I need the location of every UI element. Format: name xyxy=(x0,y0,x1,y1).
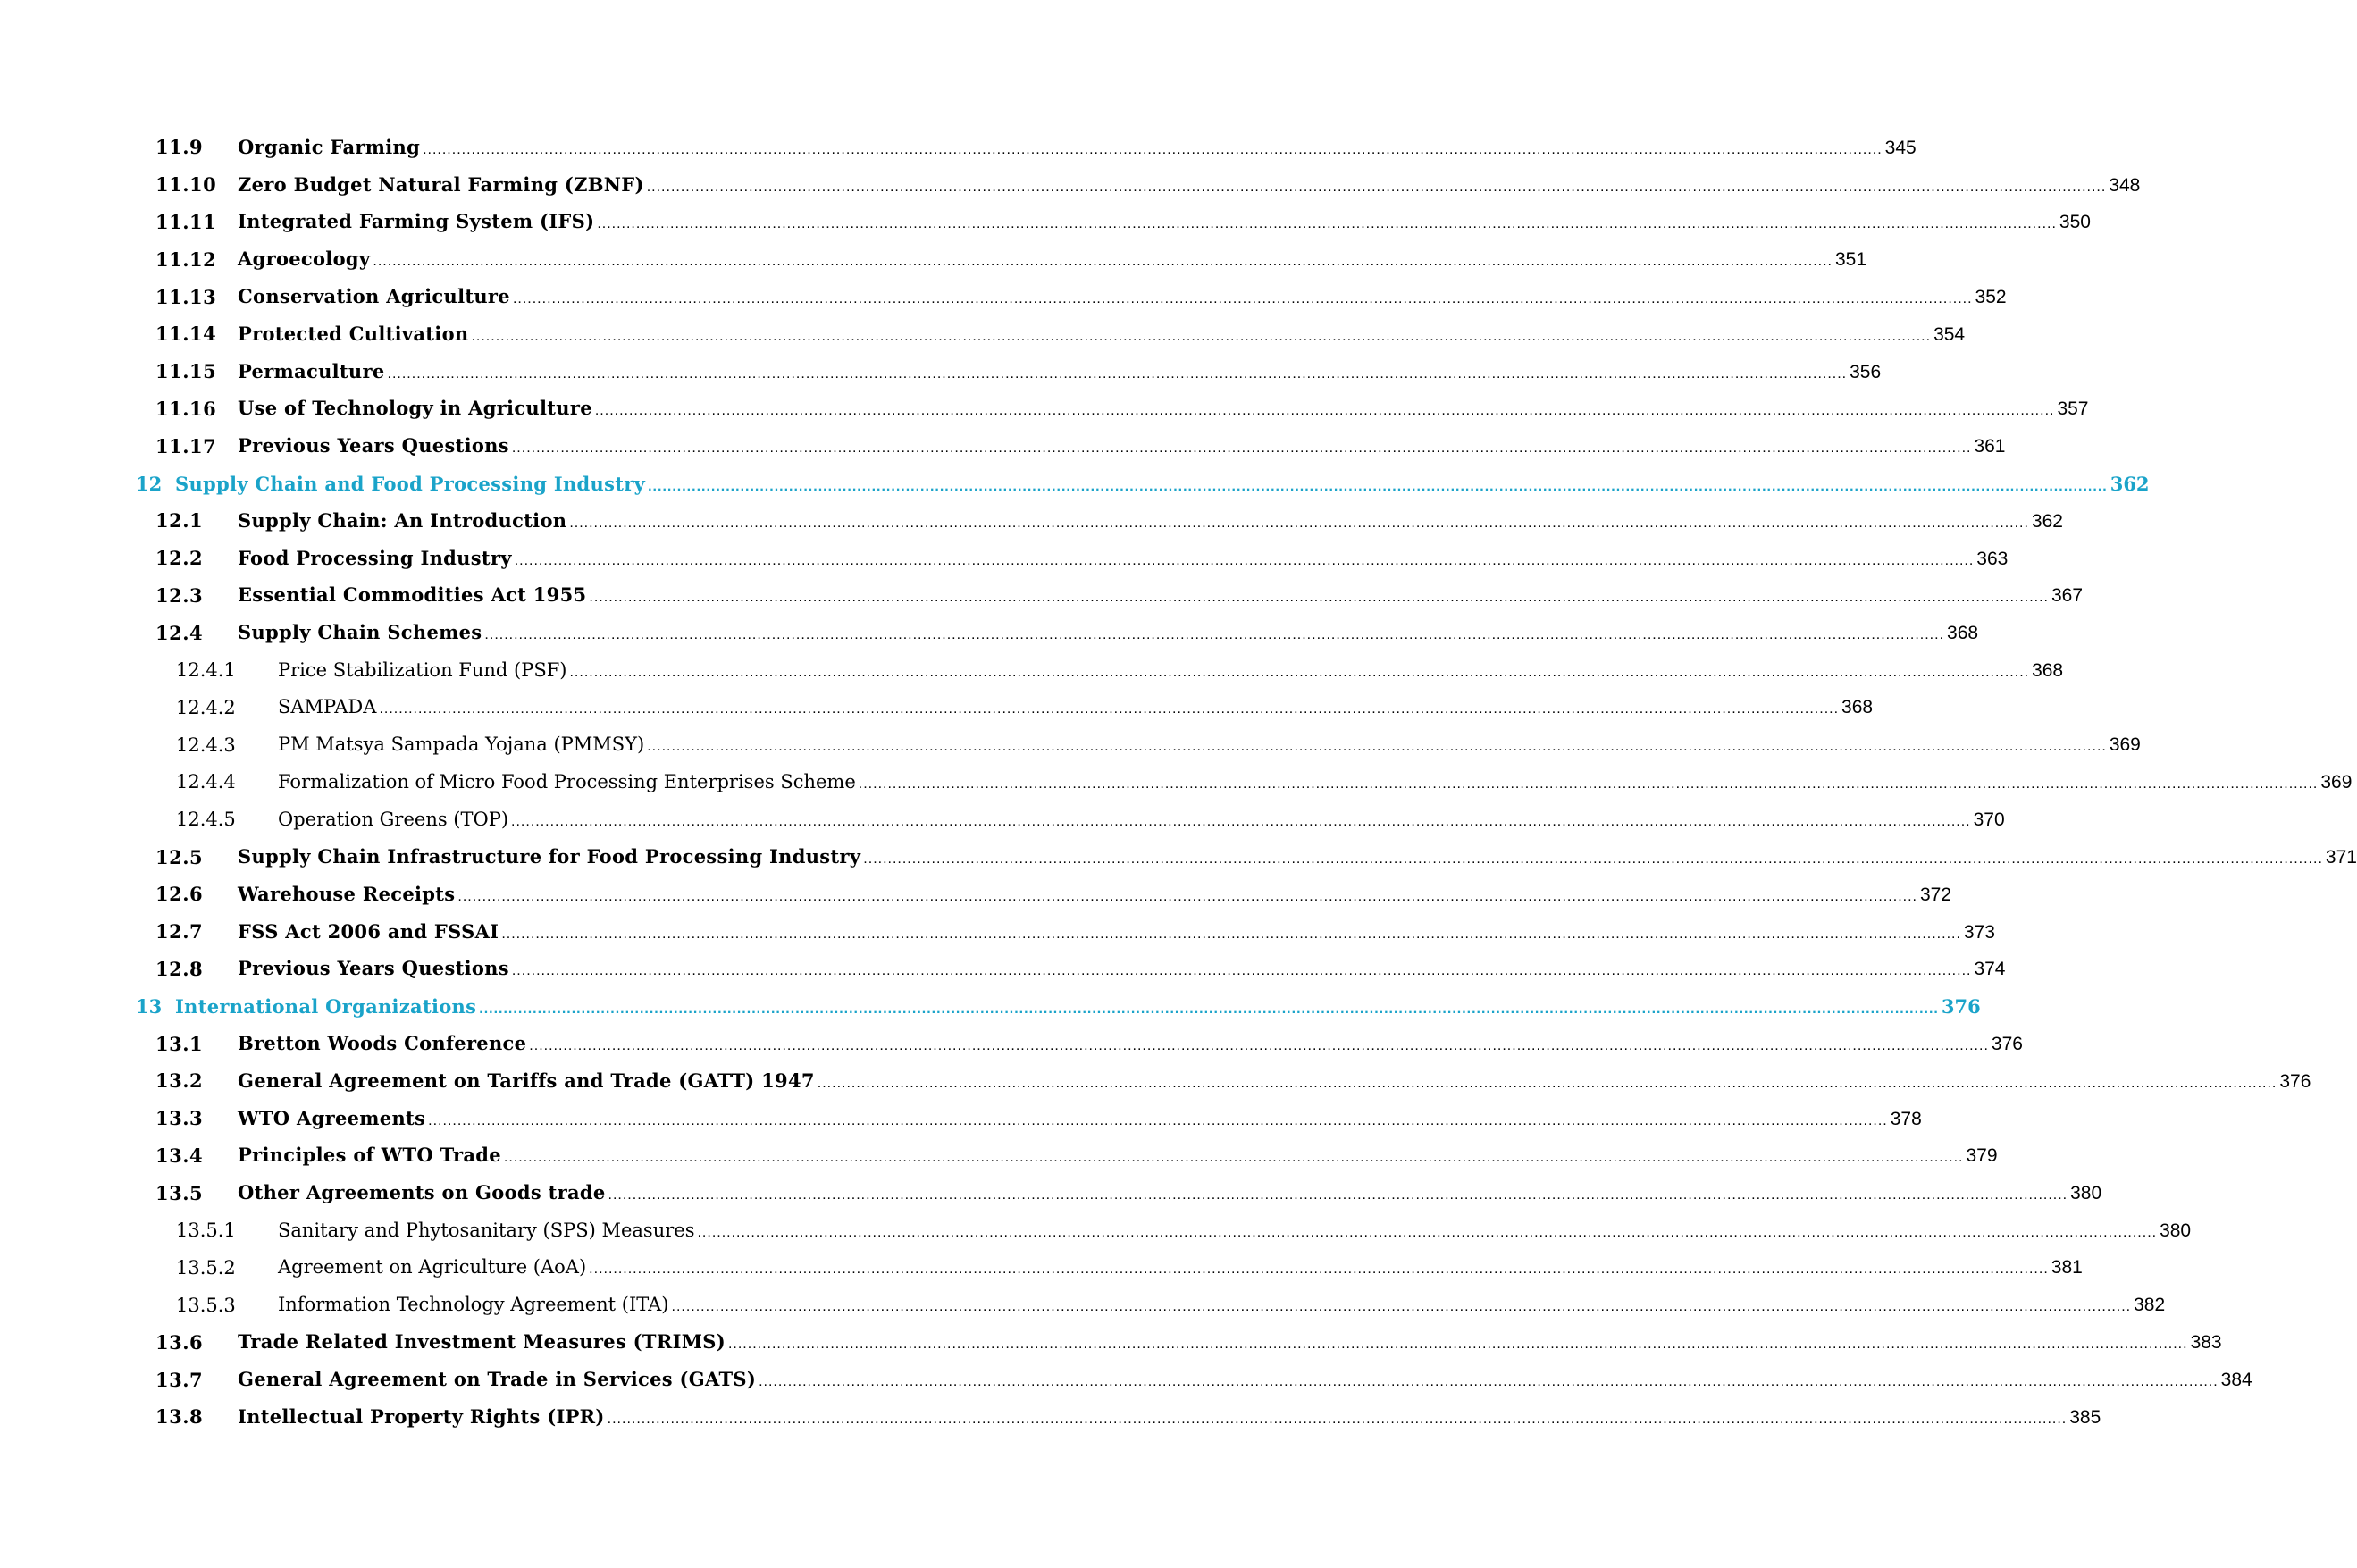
entry-number: 12.2 xyxy=(155,547,204,570)
dot-leader: ............................................................................................................................................................................................................................................................................................................ xyxy=(697,1224,2158,1240)
entry-line xyxy=(238,845,2357,868)
entry-number: 13.5.3 xyxy=(176,1294,236,1316)
entry-title: Zero Budget Natural Farming (ZBNF) xyxy=(238,172,644,196)
toc-subsection-entry[interactable] xyxy=(0,1249,2083,1287)
dot-leader: ............................................................................................................................................................................................................................................................................................................ xyxy=(607,1411,2068,1427)
entry-line xyxy=(238,1368,2252,1391)
toc-section-entry[interactable] xyxy=(0,502,2063,540)
entry-page-number: 357 xyxy=(2057,398,2089,420)
entry-page-number: 374 xyxy=(1974,959,2006,980)
entry-number: 12.3 xyxy=(155,583,204,607)
dot-leader: ............................................................................................................................................................................................................................................................................................................ xyxy=(484,627,1945,643)
entry-line xyxy=(278,1219,2192,1242)
entry-page-number: 370 xyxy=(1973,809,2005,830)
entry-page-number: 384 xyxy=(2220,1370,2252,1391)
entry-line xyxy=(238,508,2063,532)
entry-number: 11.12 xyxy=(155,247,217,271)
entry-line xyxy=(238,957,2006,980)
entry-page-number: 376 xyxy=(1941,994,1981,1018)
entry-page-number: 371 xyxy=(2325,847,2357,868)
dot-leader: ............................................................................................................................................................................................................................................................................................................ xyxy=(479,1001,1939,1017)
entry-number: 11.16 xyxy=(155,397,217,420)
entry-title: Information Technology Agreement (ITA) xyxy=(278,1294,669,1316)
entry-line xyxy=(238,1181,2102,1204)
toc-section-entry[interactable] xyxy=(0,166,2141,204)
entry-line xyxy=(278,696,1874,718)
entry-title: FSS Act 2006 and FSSAI xyxy=(238,919,499,943)
entry-number: 12.1 xyxy=(155,509,204,532)
entry-page-number: 369 xyxy=(2320,771,2353,792)
toc-section-entry[interactable] xyxy=(0,951,2006,988)
entry-line xyxy=(238,1106,1922,1130)
entry-line xyxy=(238,1404,2101,1429)
entry-title: International Organizations xyxy=(175,994,477,1018)
entry-page-number: 372 xyxy=(1919,884,1952,905)
entry-line xyxy=(175,472,2150,495)
entry-number: 12.6 xyxy=(155,883,204,906)
entry-title: Sanitary and Phytosanitary (SPS) Measures xyxy=(278,1219,695,1241)
entry-line xyxy=(238,135,1917,159)
dot-leader: ............................................................................................................................................................................................................................................................................................................ xyxy=(759,1374,2219,1390)
entry-line xyxy=(278,1256,2083,1279)
entry-title: Supply Chain: An Introduction xyxy=(238,508,567,532)
entry-title: Previous Years Questions xyxy=(238,957,509,980)
entry-number: 13 xyxy=(136,994,163,1018)
entry-title: Intellectual Property Rights (IPR) xyxy=(238,1404,605,1428)
dot-leader: ............................................................................................................................................................................................................................................................................................................ xyxy=(379,701,1840,717)
entry-number: 11.14 xyxy=(155,323,217,346)
entry-line xyxy=(238,359,1882,383)
entry-title: Agreement on Agriculture (AoA) xyxy=(278,1256,587,1279)
entry-number: 11.15 xyxy=(155,360,217,383)
dot-leader: ............................................................................................................................................................................................................................................................................................................ xyxy=(594,403,2055,419)
entry-page-number: 385 xyxy=(2069,1406,2101,1428)
entry-line xyxy=(238,285,2007,308)
entry-number: 12.8 xyxy=(155,957,204,980)
entry-page-number: 362 xyxy=(2110,472,2150,495)
entry-line xyxy=(238,322,1966,346)
toc-section-entry[interactable] xyxy=(0,1100,1922,1137)
dot-leader: ............................................................................................................................................................................................................................................................................................................ xyxy=(511,440,1972,457)
toc-section-entry[interactable] xyxy=(0,1398,2101,1436)
entry-number: 13.2 xyxy=(155,1069,204,1093)
toc-section-entry[interactable] xyxy=(0,315,1966,353)
entry-line xyxy=(238,434,2006,457)
entry-page-number: 362 xyxy=(2031,510,2063,532)
entry-title: Supply Chain and Food Processing Industry xyxy=(175,472,646,495)
entry-title: PM Matsya Sampada Yojana (PMMSY) xyxy=(278,734,645,756)
entry-line xyxy=(278,1294,2166,1316)
dot-leader: ............................................................................................................................................................................................................................................................................................................ xyxy=(501,926,1961,942)
dot-leader: ............................................................................................................................................................................................................................................................................................................ xyxy=(511,963,1972,979)
entry-line xyxy=(238,882,1952,906)
dot-leader: ............................................................................................................................................................................................................................................................................................................ xyxy=(608,1187,2068,1203)
entry-page-number: 367 xyxy=(2051,585,2084,607)
entry-title: Bretton Woods Conference xyxy=(238,1032,527,1055)
entry-title: Previous Years Questions xyxy=(238,434,509,457)
entry-page-number: 345 xyxy=(1884,137,1917,158)
entry-number: 13.5 xyxy=(155,1181,204,1204)
entry-line xyxy=(238,397,2089,420)
entry-number: 13.5.1 xyxy=(176,1220,236,1241)
entry-number: 13.1 xyxy=(155,1032,204,1055)
toc-section-entry[interactable] xyxy=(0,278,2007,315)
entry-title: Supply Chain Infrastructure for Food Processing Industry xyxy=(238,845,861,868)
dot-leader: ............................................................................................................................................................................................................................................................................................................ xyxy=(457,888,1917,904)
entry-page-number: 378 xyxy=(1890,1108,1922,1129)
toc-subsection-entry[interactable] xyxy=(0,651,2064,689)
toc-section-entry[interactable] xyxy=(0,390,2089,428)
dot-leader: ............................................................................................................................................................................................................................................................................................................ xyxy=(647,739,2107,755)
entry-page-number: 356 xyxy=(1850,361,1882,382)
entry-number: 12.4.2 xyxy=(176,696,236,718)
toc-subsection-entry[interactable] xyxy=(0,726,2141,764)
entry-line xyxy=(278,734,2141,756)
dot-leader: ............................................................................................................................................................................................................................................................................................................ xyxy=(511,813,1971,829)
entry-page-number: 368 xyxy=(2032,659,2064,681)
entry-page-number: 376 xyxy=(2279,1070,2311,1092)
entry-line xyxy=(278,770,2353,793)
dot-leader: ............................................................................................................................................................................................................................................................................................................ xyxy=(648,478,2108,494)
toc-section-entry[interactable] xyxy=(0,540,2009,577)
entry-line xyxy=(238,1144,1998,1167)
table-of-contents xyxy=(0,129,2357,1436)
entry-page-number: 379 xyxy=(1966,1145,1998,1167)
entry-number: 11.10 xyxy=(155,173,217,197)
dot-leader: ............................................................................................................................................................................................................................................................................................................ xyxy=(858,776,2319,792)
entry-number: 12.7 xyxy=(155,920,204,943)
entry-number: 13.4 xyxy=(155,1144,204,1167)
toc-section-entry[interactable] xyxy=(0,1361,2252,1398)
entry-number: 11.13 xyxy=(155,285,217,308)
entry-page-number: 381 xyxy=(2051,1257,2083,1279)
dot-leader: ............................................................................................................................................................................................................................................................................................................ xyxy=(727,1337,2188,1353)
entry-line xyxy=(238,1069,2311,1093)
dot-leader: ............................................................................................................................................................................................................................................................................................................ xyxy=(589,590,2049,606)
toc-chapter-entry[interactable] xyxy=(0,465,2150,502)
toc-section-entry[interactable] xyxy=(0,427,2006,465)
dot-leader: ............................................................................................................................................................................................................................................................................................................ xyxy=(569,515,2029,531)
entry-page-number: 376 xyxy=(1991,1034,2023,1055)
toc-section-entry[interactable] xyxy=(0,129,1917,166)
entry-number: 13.3 xyxy=(155,1107,204,1130)
toc-section-entry[interactable] xyxy=(0,1137,1998,1175)
entry-number: 11.11 xyxy=(155,210,217,233)
entry-title: Conservation Agriculture xyxy=(238,285,510,308)
entry-number: 12 xyxy=(136,472,163,495)
entry-title: Principles of WTO Trade xyxy=(238,1144,501,1167)
entry-line xyxy=(278,658,2064,682)
toc-section-entry[interactable] xyxy=(0,240,1867,278)
toc-section-entry[interactable] xyxy=(0,353,1882,390)
dot-leader: ............................................................................................................................................................................................................................................................................................................ xyxy=(529,1038,1989,1054)
toc-section-entry[interactable] xyxy=(0,1174,2102,1212)
entry-title: Trade Related Investment Measures (TRIMS) xyxy=(238,1330,726,1354)
entry-page-number: 369 xyxy=(2109,734,2141,756)
entry-line xyxy=(238,621,1979,644)
entry-title: SAMPADA xyxy=(278,696,377,718)
entry-line xyxy=(238,210,2091,233)
entry-line xyxy=(238,172,2141,197)
toc-subsection-entry[interactable] xyxy=(0,764,2353,801)
toc-subsection-entry[interactable] xyxy=(0,1212,2192,1249)
dot-leader: ............................................................................................................................................................................................................................................................................................................ xyxy=(514,552,1975,568)
entry-number: 12.4 xyxy=(155,621,204,644)
toc-section-entry[interactable] xyxy=(0,1025,2023,1062)
entry-page-number: 382 xyxy=(2134,1295,2166,1316)
entry-page-number: 348 xyxy=(2109,174,2141,196)
entry-page-number: 361 xyxy=(1974,436,2006,457)
entry-line xyxy=(238,546,2009,570)
entry-title: Essential Commodities Act 1955 xyxy=(238,583,587,607)
entry-title: Agroecology xyxy=(238,247,371,271)
entry-number: 13.6 xyxy=(155,1330,204,1354)
entry-title: Permaculture xyxy=(238,359,385,382)
entry-line xyxy=(238,247,1867,271)
dot-leader: ............................................................................................................................................................................................................................................................................................................ xyxy=(512,291,1973,307)
dot-leader: ............................................................................................................................................................................................................................................................................................................ xyxy=(671,1299,2132,1315)
toc-section-entry[interactable] xyxy=(0,876,1952,913)
entry-line xyxy=(238,1330,2222,1354)
entry-title: Supply Chain Schemes xyxy=(238,621,482,644)
toc-subsection-entry[interactable] xyxy=(0,689,1874,726)
toc-section-entry[interactable] xyxy=(0,577,2084,615)
toc-section-entry[interactable] xyxy=(0,838,2357,876)
entry-page-number: 352 xyxy=(1975,287,2007,308)
entry-number: 11.9 xyxy=(155,136,204,159)
entry-title: Price Stabilization Fund (PSF) xyxy=(278,658,567,681)
dot-leader: ............................................................................................................................................................................................................................................................................................................ xyxy=(646,179,2107,195)
entry-title: Integrated Farming System (IFS) xyxy=(238,210,595,233)
entry-page-number: 354 xyxy=(1933,323,1966,345)
entry-title: Formalization of Micro Food Processing Enterprises Scheme xyxy=(278,770,856,792)
entry-line xyxy=(238,583,2084,607)
dot-leader: ............................................................................................................................................................................................................................................................................................................ xyxy=(428,1112,1888,1128)
toc-chapter-entry[interactable] xyxy=(0,987,1981,1025)
entry-page-number: 368 xyxy=(1947,623,1979,644)
dot-leader: ............................................................................................................................................................................................................................................................................................................ xyxy=(589,1262,2049,1278)
entry-title: Protected Cultivation xyxy=(238,322,469,345)
entry-line xyxy=(238,1032,2023,1055)
entry-number: 12.4.1 xyxy=(176,659,236,682)
entry-number: 13.5.2 xyxy=(176,1256,236,1279)
dot-leader: ............................................................................................................................................................................................................................................................................................................ xyxy=(863,851,2323,868)
dot-leader: ............................................................................................................................................................................................................................................................................................................ xyxy=(817,1075,2277,1091)
toc-section-entry[interactable] xyxy=(0,614,1979,651)
dot-leader: ............................................................................................................................................................................................................................................................................................................ xyxy=(503,1150,1964,1166)
entry-page-number: 373 xyxy=(1963,921,1995,943)
entry-title: Organic Farming xyxy=(238,135,421,158)
entry-page-number: 380 xyxy=(2160,1220,2192,1241)
toc-subsection-entry[interactable] xyxy=(0,801,2005,838)
toc-section-entry[interactable] xyxy=(0,913,1995,951)
toc-section-entry[interactable] xyxy=(0,204,2091,241)
entry-title: Other Agreements on Goods trade xyxy=(238,1181,606,1204)
entry-line xyxy=(278,808,2005,831)
toc-section-entry[interactable] xyxy=(0,1062,2311,1100)
dot-leader: ............................................................................................................................................................................................................................................................................................................ xyxy=(471,328,1932,344)
entry-page-number: 351 xyxy=(1834,249,1867,271)
toc-subsection-entry[interactable] xyxy=(0,1287,2166,1324)
toc-section-entry[interactable] xyxy=(0,1324,2222,1362)
entry-number: 12.4.5 xyxy=(176,809,236,831)
entry-title: Warehouse Receipts xyxy=(238,882,456,905)
entry-title: Food Processing Industry xyxy=(238,546,512,569)
entry-number: 13.7 xyxy=(155,1368,204,1391)
entry-title: Operation Greens (TOP) xyxy=(278,808,509,830)
entry-title: WTO Agreements xyxy=(238,1106,426,1129)
entry-line xyxy=(238,919,1995,943)
dot-leader: ............................................................................................................................................................................................................................................................................................................ xyxy=(387,365,1848,382)
entry-number: 13.8 xyxy=(155,1405,204,1429)
entry-title: Use of Technology in Agriculture xyxy=(238,397,592,420)
entry-page-number: 380 xyxy=(2070,1183,2102,1204)
entry-title: General Agreement on Trade in Services (GATS) xyxy=(238,1368,757,1391)
entry-title: General Agreement on Tariffs and Trade (GATT) 1947 xyxy=(238,1069,815,1092)
dot-leader: ............................................................................................................................................................................................................................................................................................................ xyxy=(423,141,1883,157)
entry-line xyxy=(175,994,1981,1018)
entry-page-number: 350 xyxy=(2059,212,2091,233)
dot-leader: ............................................................................................................................................................................................................................................................................................................ xyxy=(373,254,1833,270)
entry-number: 12.4.4 xyxy=(176,771,236,793)
entry-number: 11.17 xyxy=(155,434,217,457)
dot-leader: ............................................................................................................................................................................................................................................................................................................ xyxy=(597,216,2057,232)
entry-number: 12.5 xyxy=(155,845,204,868)
entry-page-number: 383 xyxy=(2190,1332,2222,1354)
entry-page-number: 368 xyxy=(1841,697,1874,718)
dot-leader: ............................................................................................................................................................................................................................................................................................................ xyxy=(569,664,2030,680)
entry-page-number: 363 xyxy=(1976,548,2009,569)
entry-number: 12.4.3 xyxy=(176,734,236,756)
